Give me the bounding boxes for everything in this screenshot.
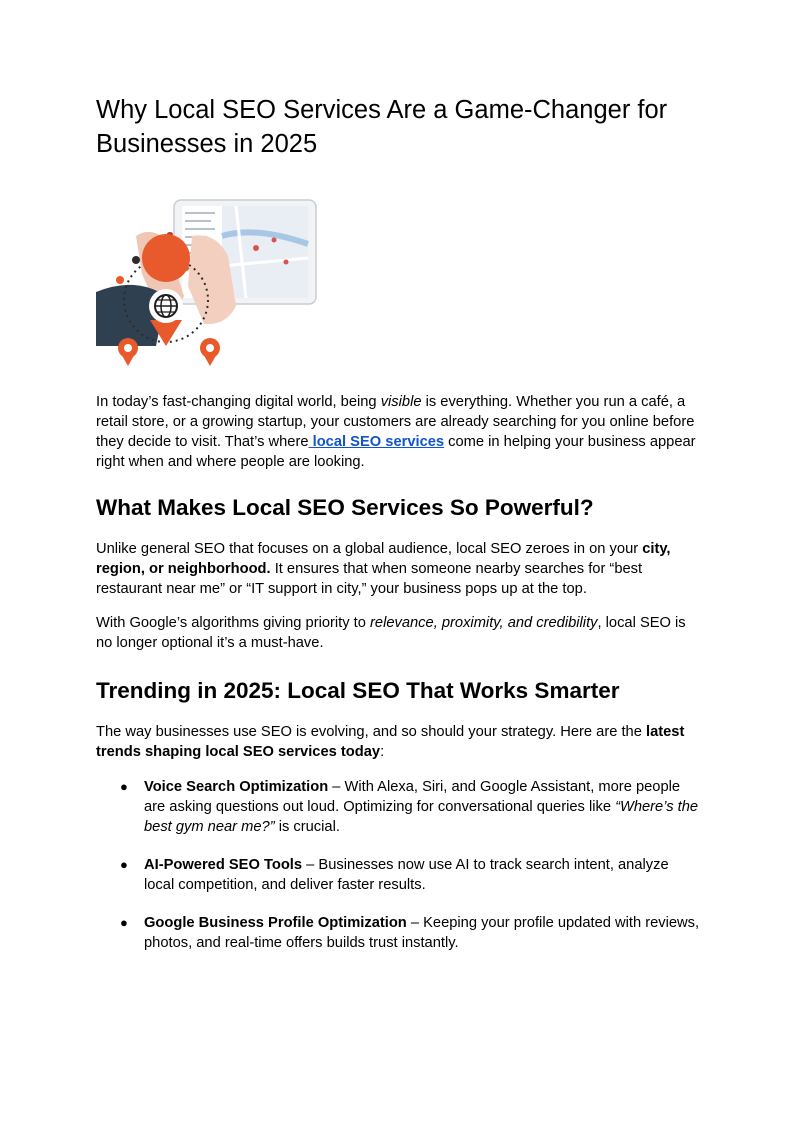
intro-text: is everything. Whether you run a café, a retail store, or a growing startup, your customers are already searching for you online before they decide to visit. That’s where [96, 394, 695, 450]
section2-paragraph [96, 722, 702, 762]
list-item [96, 913, 702, 953]
section2-bold: latest trends shaping local SEO services today [96, 724, 685, 760]
local-seo-services-link[interactable]: local SEO services [308, 434, 445, 450]
small-pin-icon [200, 338, 220, 366]
hero-image [96, 196, 318, 368]
section1-text: , local SEO is no longer optional it’s a must-have. [96, 615, 686, 651]
intro-paragraph [96, 392, 702, 472]
list-item-title: Google Business Profile Optimization [144, 915, 407, 931]
list-item [96, 855, 702, 895]
section1-paragraph-2 [96, 613, 702, 653]
list-item-text: – With Alexa, Siri, and Google Assistant, more people are asking questions out loud. Optimizing for conversational queries like [144, 779, 681, 815]
list-item-text: is crucial. [274, 819, 340, 835]
section1-bold: city, region, or neighborhood. [96, 541, 671, 577]
list-item-title: Voice Search Optimization [144, 779, 329, 795]
trends-list [96, 777, 702, 971]
bullet-icon: ● [120, 915, 128, 930]
list-item [96, 777, 702, 837]
section-heading-trending: Trending in 2025: Local SEO That Works Smarter [96, 678, 620, 703]
section1-text: With Google’s algorithms giving priority to [96, 615, 371, 631]
intro-text: In today’s fast-changing digital world, being [96, 394, 381, 410]
section-heading-powerful: What Makes Local SEO Services So Powerful? [96, 495, 594, 520]
page-title [96, 93, 716, 161]
bullet-icon: ● [120, 857, 128, 872]
section2-text: : [380, 744, 385, 760]
intro-emphasis: visible [380, 394, 422, 410]
list-item-emphasis: “Where’s the best gym near me?” [144, 799, 699, 835]
title-line-1: Why Local SEO Services Are a Game-Changer for [96, 96, 668, 124]
section2-text: The way businesses use SEO is evolving, and so should your strategy. Here are the [96, 724, 646, 740]
list-item-text: – Keeping your profile updated with reviews, photos, and real-time offers builds trust instantly. [144, 915, 700, 951]
section1-text: It ensures that when someone nearby searches for “best restaurant near me” or “IT support in city,” your business pops up at the top. [96, 561, 643, 597]
bullet-icon: ● [120, 779, 128, 794]
decor-dot [116, 276, 124, 284]
section1-text: Unlike general SEO that focuses on a global audience, local SEO zeroes in on your [96, 541, 643, 557]
list-item-text: – Businesses now use AI to track search intent, analyze local competition, and deliver faster results. [144, 857, 669, 893]
small-pin-icon [118, 338, 138, 366]
list-item-title: AI-Powered SEO Tools [144, 857, 303, 873]
intro-text: come in helping your business appear right when and where people are looking. [96, 434, 696, 470]
title-line-2: Businesses in 2025 [96, 130, 318, 158]
decor-dot [132, 256, 140, 264]
section1-emphasis: relevance, proximity, and credibility [370, 615, 598, 631]
decor-dot [183, 265, 189, 271]
section1-paragraph-1 [96, 539, 702, 599]
